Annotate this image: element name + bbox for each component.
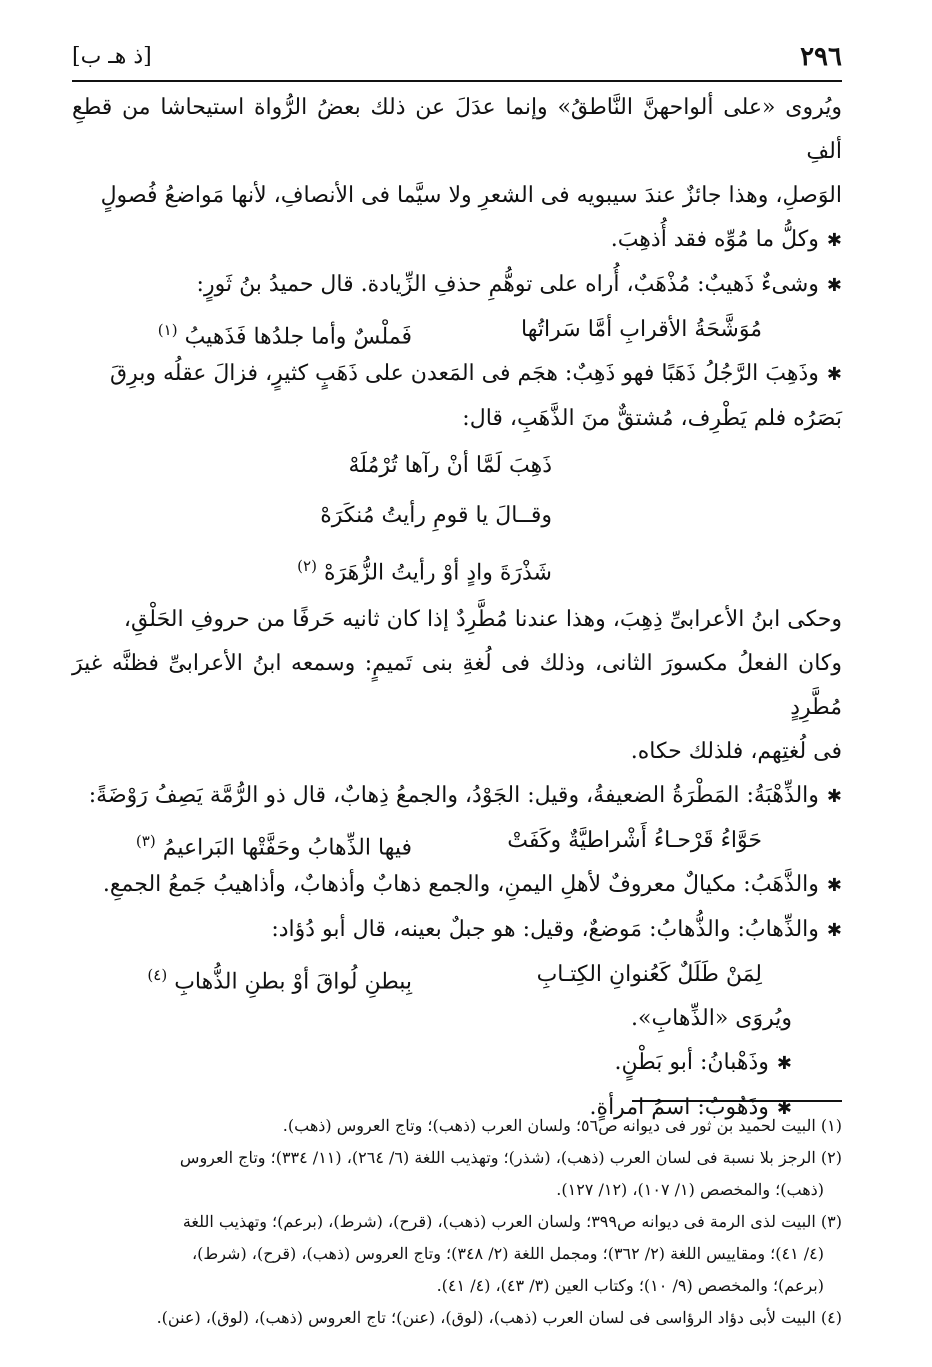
text-line: بَصَرُه فلم يَطْرِف، مُشتقٌّ منَ الذَّهَبِ، قال:	[462, 406, 842, 431]
footnote-reference: (٢)	[297, 557, 317, 575]
verse-text: فيها الذِّهابُ وحَفَّتْها البَراعيمُ	[162, 835, 412, 861]
footnote-reference: (١)	[157, 321, 178, 339]
verse-first-hemistich: حَوَّاءُ قَرْحـاءُ أَشْراطيَّةٌ وكَفَتْ	[507, 828, 762, 854]
text-line: ويُروَى «الذِّهابِ».	[630, 1006, 792, 1032]
footnote-continuation: (٤/ ٤١)؛ ومقاييس اللغة (٢/ ٣٦٢)؛ ومجمل اللغة (٢/ ٣٤٨)؛ وتاج العروس (ذهب)، (قرح)، (شرط)،	[192, 1244, 824, 1263]
footnote-continuation: (ذهب)؛ والمخصص (١/ ١٠٧)، (١٢/ ١٢٧).	[556, 1180, 824, 1199]
text-line: وكان الفعلُ مكسورَ الثانى، وذلك فى لُغةِ بنى تَميمٍ: وسمعه ابنُ الأعرابىِّ فظنَّه غيرَ مُطَّرِدٍ	[72, 651, 842, 721]
verse-first-hemistich: لِمَنْ طَلَلٌ كَعُنوانِ الكِتـابِ	[536, 962, 762, 988]
footnote-reference: (٣)	[135, 832, 156, 851]
rajaz-text: شَذْرَةَ وادٍ أوْ رأيتُ الزُّهَرَهْ	[323, 560, 552, 586]
footnote-continuation: (برعم)؛ والمخصص (٩/ ١٠)؛ وكتاب العين (٣/ ٤٣)، (٤/ ٤١).	[436, 1276, 824, 1295]
page	[72, 40, 842, 1327]
running-head: [ذ هـ ب]	[72, 44, 152, 69]
verse-second-hemistich	[158, 308, 412, 359]
text-line: فى لُغتِهم، فلذلك حكاه.	[630, 739, 842, 765]
footnote: (٣) البيت لذى الرمة فى ديوانه ص٣٩٩؛ ولسان العرب (ذهب)، (قرح)، (شرط)، (برعم)؛ وتهذيب اللغة	[182, 1212, 842, 1231]
page-header	[72, 40, 842, 82]
footnotes	[72, 1110, 842, 1334]
entry: ✱ وذَهِبَ الرَّجُلُ ذَهَبًا فهو ذَهِبٌ: هجَم فى المَعدن على ذَهَبٍ كثيرٍ، فزالَ عقلُه وبرِقَ	[72, 352, 842, 397]
rajaz-line: وقــالَ يا قومِ رأيتُ مُنكَرَهْ	[320, 503, 552, 528]
text-line: وحكى ابنُ الأعرابىِّ ذِهِبَ، وهذا عندنا مُطَّرِدٌ إذا كان ثانيه حَرفًا من حروفِ الحَلْقِ،	[123, 607, 842, 633]
entry: ✱ وشىءٌ ذَهيبٌ: مُذْهَبٌ، أُراه على توهُّمِ حذفِ الزِّيادة. قال حميدُ بنُ ثَورٍ:	[72, 263, 842, 308]
entry: ✱ وذَهْبانُ: أبو بَطْنٍ.	[72, 1041, 842, 1086]
entry: ✱ وكلُّ ما مُوِّه فقد أُذهِبَ.	[72, 218, 842, 263]
footnote-reference: (٤)	[147, 966, 168, 985]
footnote-divider	[632, 1100, 842, 1102]
verse-line	[72, 308, 842, 352]
entry: ✱ والذِّهْبَةُ: المَطْرَةُ الضعيفةُ، وقيل: الجَوْدُ، والجمعُ ذِهابٌ، قال ذو الرُّمَّة يَصِفُ رَوْضَةً:	[72, 774, 842, 819]
entry: ✱ وذَهُوبُ: اسمُ امرأةٍ.	[72, 1086, 842, 1131]
entry: ✱ والذِّهابُ: والذُّهابُ: مَوضعٌ، وقيل: هو جبلٌ بعينه، قال أبو دُؤاد:	[72, 908, 842, 953]
verse-line	[72, 953, 842, 997]
text-line: الوَصلِ، وهذا جائزٌ عندَ سيبويه فى الشعرِ ولا سيَّما فى الأنصافِ، لأنها مَواضعُ فُصولٍ	[100, 183, 842, 208]
main-text	[72, 86, 842, 1131]
footnote: (٢) الرجز بلا نسبة فى لسان العرب (ذهب)، (شذر)؛ وتهذيب اللغة (٦/ ٢٦٤)، (١١/ ٣٣٤)؛ وتاج العروس	[179, 1148, 842, 1167]
verse-line	[72, 819, 842, 863]
footnote: (٤) البيت لأبى دؤاد الرؤاسى فى لسان العرب (ذهب)، (لوق)، (عنن)؛ تاج العروس (ذهب)، (لوق)، (عنن).	[156, 1308, 842, 1327]
page-number: ٢٩٦	[800, 42, 842, 72]
text-line: ويُروى «على ألواحهنَّ النَّاطقُ» وإنما عدَلَ عن ذلك بعضُ الرُّواة استيحاشا من قطعِ ألفِ	[72, 95, 842, 164]
rajaz-line	[72, 541, 842, 598]
verse-second-hemistich	[147, 953, 412, 1004]
verse-text: بِبطنِ لُواقَ أوْ بطنِ الذُّهابِ	[174, 969, 412, 995]
verse-second-hemistich	[136, 819, 412, 870]
verse-text: فَملْسٌ وأما جلدُها فَذَهيبُ	[184, 324, 412, 350]
rajaz-line: ذَهِبَ لَمَّا أنْ رآها تُرْمُلَهْ	[348, 453, 552, 478]
verse-first-hemistich: مُوَشَّحَةُ الأقرابِ أمَّا سَراتُها	[521, 317, 762, 342]
entry: ✱ والذَّهَبُ: مكيالٌ معروفٌ لأهلِ اليمنِ، والجمع ذهابٌ وأذهابٌ، وأذاهيبُ جَمعُ الجمعِ.	[72, 863, 842, 908]
footnote: (١) البيت لحميد بن ثور فى ديوانه ص٥٦؛ ولسان العرب (ذهب)؛ وتاج العروس (ذهب).	[282, 1116, 842, 1135]
